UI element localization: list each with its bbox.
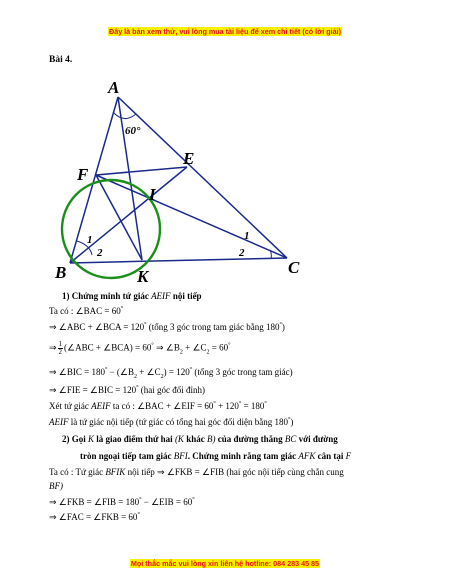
- solution-line-1: Ta có : ∠BAC = 60°: [49, 306, 124, 316]
- solution-line-10: ⇒ ∠FAC = ∠FKB = 60°: [49, 512, 140, 522]
- label-I: I: [149, 185, 156, 204]
- solution-line-8: Ta có : Tứ giác BFIK nội tiếp ⇒ ∠FKB = ∠FIB (hai góc nội tiếp cùng chắn cung: [49, 467, 344, 477]
- segment-AC: [118, 97, 287, 258]
- preview-banner-text: Đây là bản xem thử, vui lòng mua tài liệu để xem chi tiết (có lời giải): [109, 27, 341, 36]
- hotline-banner-text: Mọi thắc mắc vui lòng xin liên hệ hotline: 084 283 45 85: [130, 559, 320, 568]
- solution-line-2: ⇒ ∠ABC + ∠BCA = 120° (tổng 3 góc trong tam giác bằng 180°): [49, 322, 285, 332]
- solution-line-9: ⇒ ∠FKB = ∠FIB = 180° − ∠EIB = 60°: [49, 497, 195, 507]
- fraction-one-half: $\frac{1}{2}$: [58, 340, 63, 356]
- solution-line-8b: BF): [49, 481, 63, 491]
- label-A: A: [108, 78, 120, 97]
- solution-line-4: ⇒ ∠BIC = $180^\circ - (\angle B_2$ + $\angle C_2) = 120^\circ$ (tổng 3 góc trong tam giác): [49, 367, 293, 380]
- segment-FE: [96, 167, 187, 175]
- mark-B1: 1: [87, 234, 93, 246]
- solution-line-3: ⇒ $\frac{1}{2}$ (∠ABC + ∠BCA) = 60° ⇒ $\angle B_2$ + $\angle C_2 = 60^\circ$: [49, 340, 231, 356]
- label-E: E: [183, 149, 195, 168]
- part2-title-line-1: 2) Gọi K là giao điểm thứ hai (K khác B) của đường thẳng BC với đường: [62, 434, 338, 444]
- angle-label-60: 60°: [125, 125, 141, 137]
- mark-B2: 2: [97, 247, 103, 259]
- exercise-heading: Bài 4.: [49, 55, 73, 65]
- segment-AK: [118, 97, 142, 260]
- solution-line-7: AEIF là tứ giác nội tiếp (tứ giác có tổng hai góc đối diện bằng 180°): [49, 417, 294, 427]
- mark-C2: 2: [239, 247, 245, 259]
- angle-arc-A: [113, 112, 136, 119]
- label-C: C: [288, 258, 300, 277]
- segment-CF: [96, 175, 287, 258]
- label-F: F: [77, 165, 89, 184]
- part1-title: 1) Chứng minh tứ giác AEIF nội tiếp: [62, 291, 202, 301]
- solution-line-6: Xét tứ giác AEIF ta có : ∠BAC + ∠EIF = 60° + 120° = 180°: [49, 401, 267, 411]
- segment-BC: [70, 258, 287, 263]
- part2-title-line-2: tròn ngoại tiếp tam giác BFI. Chứng minh rằng tam giác AFK cân tại F: [80, 451, 352, 461]
- label-K: K: [137, 267, 149, 286]
- solution-line-5: ⇒ ∠FIE = ∠BIC = 120° (hai góc đối đỉnh): [49, 385, 205, 395]
- mark-C1: 1: [244, 230, 250, 242]
- hotline-banner: [0, 559, 450, 568]
- label-B: B: [55, 263, 67, 282]
